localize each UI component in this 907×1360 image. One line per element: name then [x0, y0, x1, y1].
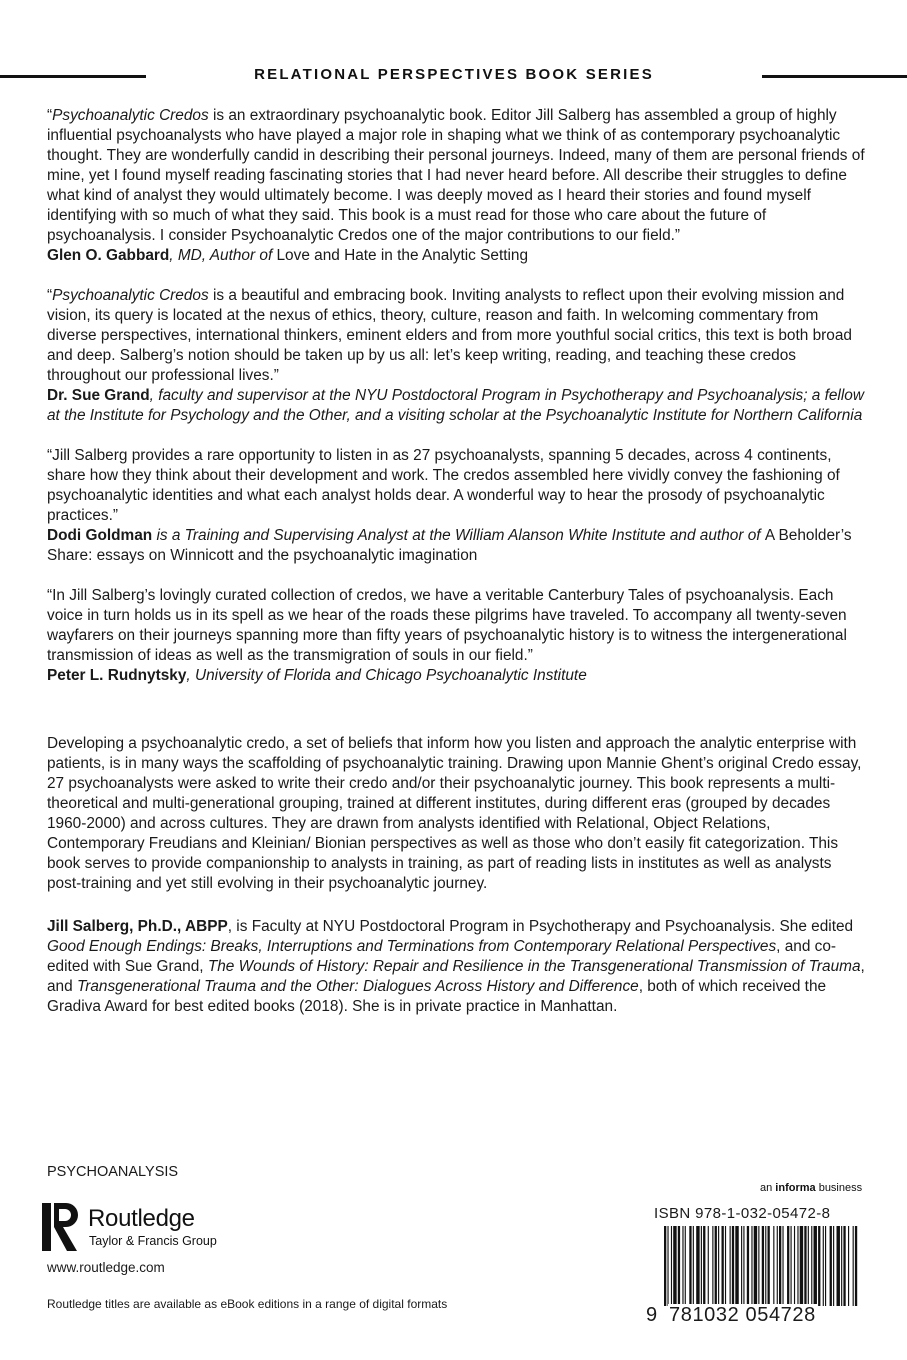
- informa-pre: an: [760, 1182, 776, 1194]
- barcode-bar: [712, 1226, 713, 1306]
- reviewer-name: Dodi Goldman: [47, 527, 153, 544]
- reviewer-book: Love and Hate in the Analytic Setting: [276, 247, 529, 264]
- book-title: Psychoanalytic Credos: [52, 287, 209, 304]
- barcode-digit-groups: 781032 054728: [669, 1304, 816, 1326]
- barcode-bar: [782, 1226, 783, 1306]
- informa-tagline: [760, 1182, 862, 1194]
- barcode-bar: [667, 1226, 668, 1306]
- barcode-bar: [848, 1226, 849, 1306]
- barcode-bar: [678, 1226, 680, 1306]
- barcode-bar: [682, 1226, 683, 1306]
- bio-book-title: The Wounds of History: Repair and Resilience in the Transgenerational Transmission of Trauma: [207, 958, 861, 975]
- review-quote: “In Jill Salberg’s lovingly curated collection of credos, we have a veritable Canterbury Tales of psychoanalysis. Each voice in turn holds us in its spell as we hear of the roads these pilgrims have traveled. To accompany all twenty-seven wayfarers on their journeys spanning more than fifty years of psychoanalytic history is to witness the intergenerational transmission of ideas as well as the transmigration of souls in our field.”: [47, 587, 847, 664]
- bio-text: , and co-edited with Sue Grand,: [47, 938, 837, 975]
- publisher-group: Taylor & Francis Group: [89, 1234, 217, 1248]
- reviewer-credit: , MD, Author of: [169, 247, 277, 264]
- barcode-bar: [741, 1226, 742, 1306]
- reviewer-name: Peter L. Rudnytsky: [47, 667, 187, 684]
- subject-category: PSYCHOANALYSIS: [47, 1164, 179, 1180]
- barcode-bar: [779, 1226, 781, 1306]
- barcode-bar: [747, 1226, 749, 1306]
- reviewer-credit: , University of Florida and Chicago Psychoanalytic Institute: [186, 667, 587, 684]
- barcode-bar: [773, 1226, 774, 1306]
- barcode-bar: [808, 1226, 809, 1306]
- book-title: Psychoanalytic Credos: [52, 107, 209, 124]
- barcode-bar: [787, 1226, 789, 1306]
- routledge-r-icon: [42, 1201, 82, 1253]
- barcode-bar: [725, 1226, 726, 1306]
- review-quote: “Psychoanalytic Credos is a beautiful and embracing book. Inviting analysts to reflect upon their evolving mission and vision, its query is located at the nexus of ethics, theory, culture, reason and faith. In welcoming commentary from diverse perspectives, international thinkers, eminent elders and from more youthful social critics, this text is both broad and deep. Salberg’s notion should be taken up by us all: let’s keep writing, reading, and teaching these credos throughout our professional lives.”: [47, 287, 852, 384]
- barcode-bar: [751, 1226, 752, 1306]
- series-header: [0, 62, 907, 92]
- publisher-logo: [42, 1201, 242, 1253]
- reviewer-name: Dr. Sue Grand: [47, 387, 150, 404]
- review-3: [47, 446, 867, 566]
- barcode-bar: [825, 1226, 826, 1306]
- barcode-bar: [830, 1226, 832, 1306]
- barcode-bar: [685, 1226, 686, 1306]
- bio-text: , both of which received the Gradiva Award for best edited books (2018). She is in private practice in Manhattan.: [47, 978, 827, 1015]
- quote-text: Jill Salberg provides a rare opportunity to listen in as 27 psychoanalysts, spanning 5 decades, across 4 continents, share how they think about their development and work. The credos assembled here vividly convey the fashioning of psychoanalytic identities and what each analyst holds dear. A wonderful way to hear the prosody of psychoanalytic practices.”: [47, 447, 840, 524]
- barcode-bar: [797, 1226, 798, 1306]
- barcode-bar: [743, 1226, 744, 1306]
- editor-name: Jill Salberg, Ph.D., ABPP: [47, 918, 228, 935]
- barcode-bar: [814, 1226, 817, 1306]
- barcode-bar: [791, 1226, 792, 1306]
- barcode-bar: [765, 1226, 766, 1306]
- review-byline: [47, 666, 867, 686]
- review-2: [47, 286, 867, 426]
- ebook-note: Routledge titles are available as eBook editions in a range of digital formats: [47, 1297, 448, 1311]
- editor-bio: [47, 917, 867, 1017]
- header-rule-right: [762, 75, 907, 78]
- review-4: [47, 586, 867, 686]
- review-byline: [47, 526, 867, 566]
- isbn-label: ISBN 978-1-032-05472-8: [654, 1205, 831, 1222]
- barcode-bar: [664, 1226, 666, 1306]
- bio-text: , and: [47, 958, 865, 995]
- barcode-bar: [689, 1226, 691, 1306]
- series-title: RELATIONAL PERSPECTIVES BOOK SERIES: [254, 66, 654, 83]
- barcode-bar: [722, 1226, 724, 1306]
- barcode-bar: [794, 1226, 795, 1306]
- barcode-bar: [823, 1226, 824, 1306]
- header-rule-left: [0, 75, 146, 78]
- review-byline: [47, 386, 867, 426]
- barcode-bar: [673, 1226, 676, 1306]
- barcode-bar: [841, 1226, 842, 1306]
- barcode-bar: [768, 1226, 770, 1306]
- barcode-bar: [855, 1226, 857, 1306]
- bio-book-title: Good Enough Endings: Breaks, Interruptions and Terminations from Contemporary Relational Perspectives: [47, 938, 777, 955]
- reviewer-book: A Beholder’s Share: essays on Winnicott and the psychoanalytic imagination: [47, 527, 852, 564]
- barcode-bar: [811, 1226, 812, 1306]
- publisher-website: www.routledge.com: [47, 1260, 165, 1275]
- bio-book-title: Transgenerational Trauma and the Other: Dialogues Across History and Difference: [76, 978, 639, 995]
- review-quote: “Jill Salberg provides a rare opportunity to listen in as 27 psychoanalysts, spanning 5 decades, across 4 continents, share how they think about their development and work. The credos assembled here vividly convey the fashioning of psychoanalytic identities and what each analyst holds dear. A wonderful way to hear the prosody of psychoanalytic practices.”: [47, 447, 840, 524]
- barcode-bar: [735, 1226, 738, 1306]
- reviewer-credit: is a Training and Supervising Analyst at the William Alanson White Institute and author of: [152, 527, 765, 544]
- barcode-bar: [718, 1226, 719, 1306]
- barcode-bar: [853, 1226, 854, 1306]
- back-cover-text: [47, 106, 867, 1017]
- quote-text: is an extraordinary psychoanalytic book. Editor Jill Salberg has assembled a group of highly influential psychoanalysts who have played a major role in shaping what we think of as contemporary psychoanalytic thought. They are wonderfully candid in describing their personal journeys. Indeed, many of them are personal friends of mine, yet I found myself reading fascinating stories that I had never heard before. All describe their struggles to define what kind of analyst they would ultimately become. I was deeply moved as I heard their stories and found myself identifying with so much of what they said. This book is a must read for those who care about the future of psychoanalysis. I consider Psychoanalytic Credos one of the major contributions to our field.”: [47, 107, 865, 244]
- reviewer-name: Glen O. Gabbard: [47, 247, 170, 264]
- barcode-bar: [730, 1226, 731, 1306]
- barcode-bar: [800, 1226, 803, 1306]
- review-byline: [47, 246, 867, 266]
- barcode-bar: [762, 1226, 764, 1306]
- barcode-bar: [777, 1226, 778, 1306]
- barcode-bar: [701, 1226, 702, 1306]
- barcode-bar: [758, 1226, 759, 1306]
- book-description: Developing a psychoanalytic credo, a set of beliefs that inform how you listen and approach the analytic enterprise with patients, is in many ways the scaffolding of psychoanalytic training. Drawing upon Mannie Ghent’s original Credo essay, 27 psychoanalysts were asked to write their credo and/or their psychoanalytic journey. This book represents a multi-theoretical and multi-generational grouping, trained at different institutes, during different eras (grouped by decades 1960-2000) and across cultures. They are drawn from analysts identified with Relational, Object Relations, Contemporary Freudians and Kleinian/ Bionian perspectives as well as those who don’t easily fit categorization. This book serves to provide companionship to analysts in training, as part of reading lists in institutes as well as analysts post-training and yet still evolving in their psychoanalytic journey.: [47, 735, 862, 892]
- review-1: [47, 106, 867, 266]
- bio-text: , is Faculty at NYU Postdoctoral Program in Psychotherapy and Psychoanalysis. She edited: [227, 918, 854, 935]
- informa-post: business: [815, 1182, 863, 1194]
- review-quote: “Psychoanalytic Credos is an extraordinary psychoanalytic book. Editor Jill Salberg has assembled a group of highly influential psychoanalysts who have played a major role in shaping what we think of as contemporary psychoanalytic thought. They are wonderfully candid in describing their personal journeys. Indeed, many of them are personal friends of mine, yet I found myself reading fascinating stories that I had never heard before. All describe their struggles to define what kind of analyst they would ultimately become. I was deeply moved as I heard their stories and found myself identifying with so much of what they said. This book is a must read for those who care about the future of psychoanalysis. I consider Psychoanalytic Credos one of the major contributions to our field.”: [47, 107, 865, 244]
- barcode-bar: [703, 1226, 705, 1306]
- barcode-bar: [754, 1226, 757, 1306]
- barcode-bar: [818, 1226, 820, 1306]
- barcode-bar: [833, 1226, 834, 1306]
- barcode-bar: [671, 1226, 672, 1306]
- informa-bold: informa: [775, 1182, 816, 1194]
- barcode-bar: [693, 1226, 694, 1306]
- reviewer-credit: , faculty and supervisor at the NYU Postdoctoral Program in Psychotherapy and Psychoanalysis; a fellow at the Institute for Psychology and the Other, and a visiting scholar at the Psychoanalytic Institute for Northern California: [47, 387, 864, 424]
- publisher-name: Routledge: [88, 1205, 195, 1232]
- quote-text: In Jill Salberg’s lovingly curated collection of credos, we have a veritable Canterbury Tales of psychoanalysis. Each voice in turn holds us in its spell as we hear of the roads these pilgrims have traveled. To accompany all twenty-seven wayfarers on their journeys spanning more than fifty years of psychoanalytic history is to witness the intergenerational transmission of ideas as well as the transmigration of souls in our field.”: [47, 587, 847, 664]
- barcode-bar: [696, 1226, 699, 1306]
- barcode-bar: [708, 1226, 709, 1306]
- barcode-bar: [732, 1226, 734, 1306]
- barcode-bar: [715, 1226, 717, 1306]
- barcode-lead-digit: 9: [646, 1304, 658, 1326]
- barcode-bar: [843, 1226, 845, 1306]
- barcode-bar: [837, 1226, 840, 1306]
- barcode-bar: [804, 1226, 806, 1306]
- quote-text: is a beautiful and embracing book. Inviting analysts to reflect upon their evolving mission and vision, its query is located at the nexus of ethics, theory, culture, reason and faith. In welcoming commentary from diverse perspectives, international thinkers, eminent elders and from more youthful social critics, this text is both broad and deep. Salberg’s notion should be taken up by us all: let’s keep writing, reading, and teaching these credos throughout our professional lives.”: [47, 287, 852, 384]
